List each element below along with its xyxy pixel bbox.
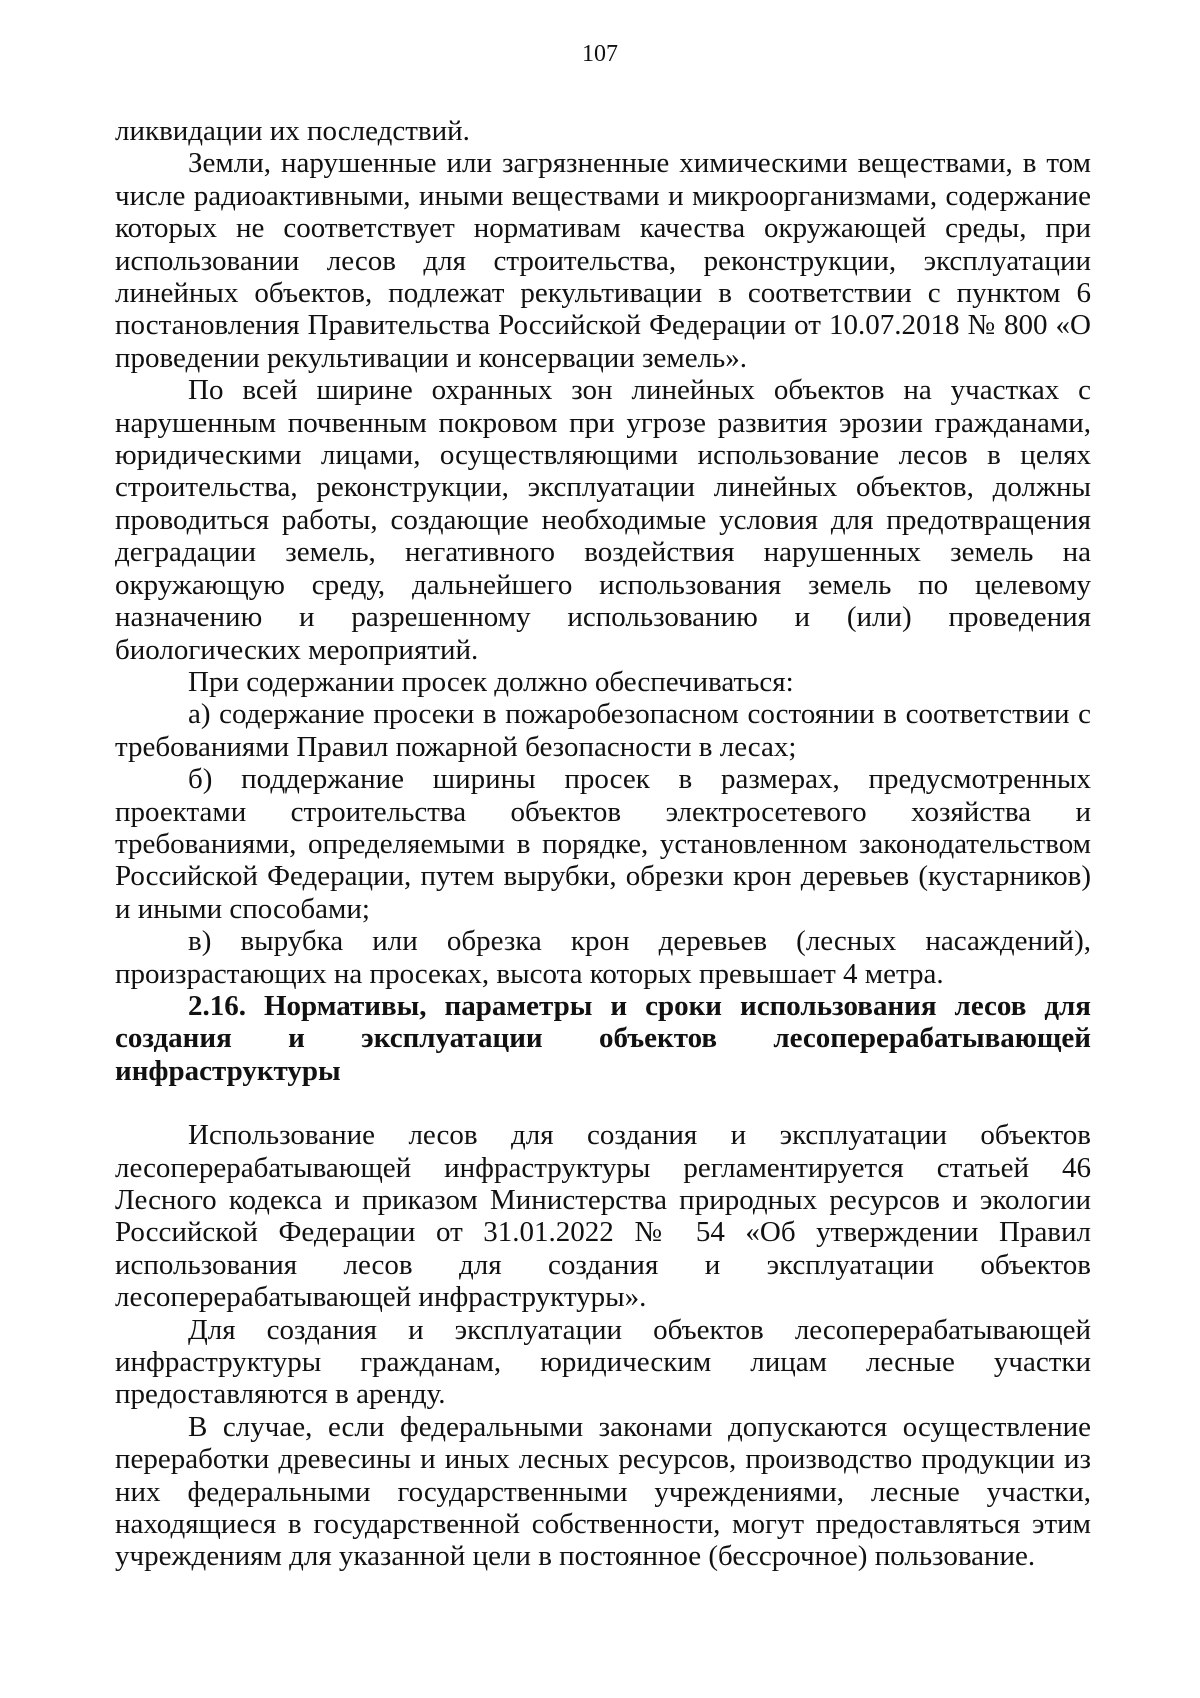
section-heading: 2.16. Нормативы, параметры и сроки использования лесов для создания и эксплуатации объектов лесоперерабатывающей инфраструктуры: [115, 989, 1091, 1087]
section-paragraph-permanent-use: В случае, если федеральными законами допускаются осуществление переработки древесины и иных лесных ресурсов, производство продукции из них федеральными государственными учреждениями, лесные участки, находящиеся в государственной собственности, могут предоставляться этим учреждениям для указанной цели в постоянное (бессрочное) пользование.: [115, 1410, 1091, 1573]
document-body: [115, 115, 1091, 1573]
section-paragraph-regulation: Использование лесов для создания и эксплуатации объектов лесоперерабатывающей инфраструктуры регламентируется статьей 46 Лесного кодекса и приказом Министерства природных ресурсов и экологии Российской Федерации от 31.01.2022 № 54 «Об утверждении Правил использования лесов для создания и эксплуатации объектов лесоперерабатывающей инфраструктуры».: [115, 1119, 1091, 1314]
list-item-a: а) содержание просеки в пожаробезопасном состоянии в соответствии с требованиями Правил пожарной безопасности в лесах;: [115, 698, 1091, 763]
list-item-b: б) поддержание ширины просек в размерах, предусмотренных проектами строительства объектов электросетевого хозяйства и требованиями, определяемыми в порядке, установленном законодательством Российской Федерации, путем вырубки, обрезки крон деревьев (кустарников) и иными способами;: [115, 763, 1091, 925]
paragraph-continuation: ликвидации их последствий.: [115, 115, 470, 147]
section-paragraph-lease: Для создания и эксплуатации объектов лесоперерабатывающей инфраструктуры гражданам, юридическим лицам лесные участки предоставляются в аренду.: [115, 1313, 1091, 1411]
paragraph-clearing-maintenance-intro: При содержании просек должно обеспечиваться:: [188, 665, 794, 698]
page-number: 107: [582, 41, 618, 67]
list-item-c: в) вырубка или обрезка крон деревьев (лесных насаждений), произрастающих на просеках, высота которых превышает 4 метра.: [115, 925, 1091, 990]
paragraph-land-reclamation: Земли, нарушенные или загрязненные химическими веществами, в том числе радиоактивными, иными веществами и микроорганизмами, содержание которых не соответствует нормативам качества окружающей среды, при использовании лесов для строительства, реконструкции, эксплуатации линейных объектов, подлежат рекультивации в соответствии с пунктом 6 постановления Правительства Российской Федерации от 10.07.2018 № 800 «О проведении рекультивации и консервации земель».: [115, 147, 1091, 374]
paragraph-erosion-prevention: По всей ширине охранных зон линейных объектов на участках с нарушенным почвенным покровом при угрозе развития эрозии гражданами, юридическими лицами, осуществляющими использование лесов в целях строительства, реконструкции, эксплуатации линейных объектов, должны проводиться работы, создающие необходимые условия для предотвращения деградации земель, негативного воздействия нарушенных земель на окружающую среду, дальнейшего использования земель по целевому назначению и разрешенному использованию и (или) проведения биологических мероприятий.: [115, 374, 1091, 666]
